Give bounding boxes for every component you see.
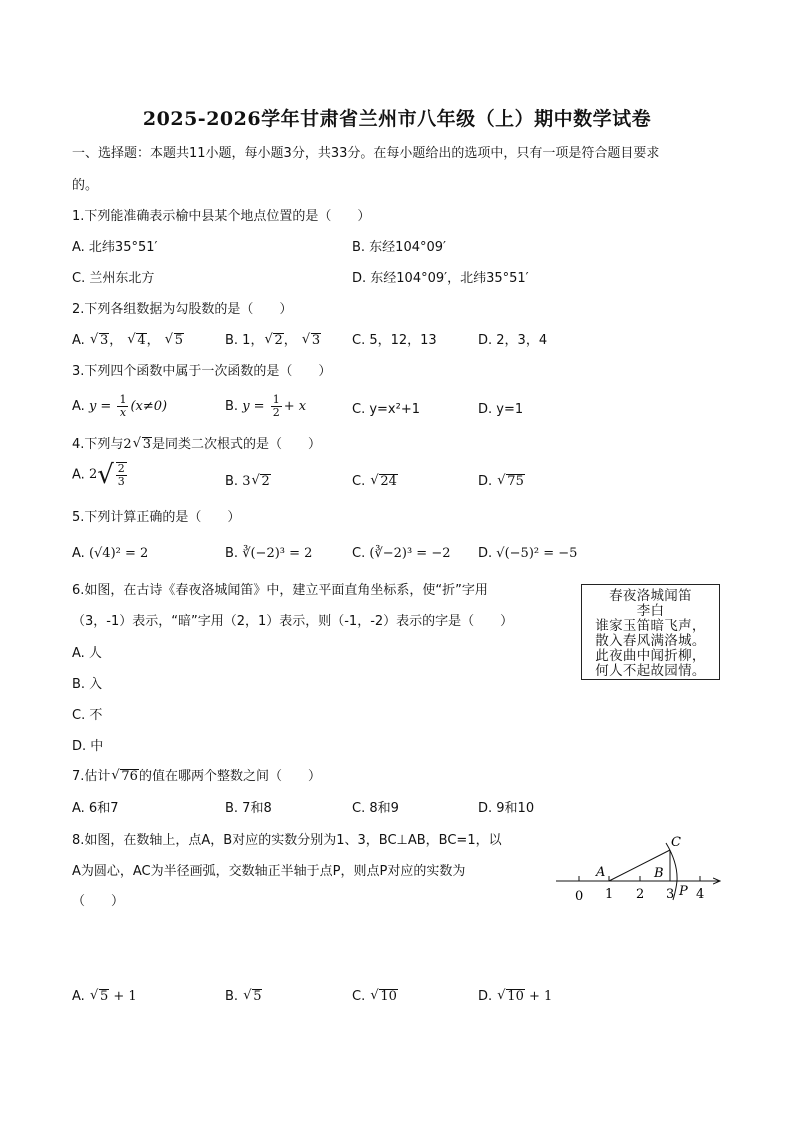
- number-line-figure: [552, 830, 724, 906]
- q8-option-b: B. √ 5: [225, 989, 262, 1005]
- q7-option-b: B. 7和8: [225, 801, 272, 816]
- tick-label: 2: [636, 887, 645, 902]
- q7-stem: 7.估计√ 76的值在哪两个整数之间（ ）: [72, 769, 321, 785]
- poem-title: 春夜洛城闻笛: [609, 588, 692, 604]
- section-instruction-line1: 一、选择题：本题共11小题，每小题3分，共33分。在每小题给出的选项中，只有一项是符合题目要求: [72, 146, 660, 161]
- q3-option-b: B. y = $\frac{1}{2}$ + x: [225, 393, 307, 419]
- page-title: 2025-2026学年甘肃省兰州市八年级（上）期中数学试卷: [142, 108, 652, 130]
- q8-stem-line3: （ ）: [72, 894, 125, 909]
- q7-option-c: C. 8和9: [352, 801, 399, 816]
- point-label-c: C: [671, 835, 681, 850]
- tick-label: 3: [666, 887, 675, 902]
- tick-label: 1: [605, 887, 614, 902]
- q4-stem: 4.下列与2√ 3是同类二次根式的是（ ）: [72, 437, 321, 453]
- poem-line: 何人不起故园情。: [595, 663, 706, 679]
- q5-option-d: D. √(−5)² = −5: [478, 546, 578, 561]
- poem-line: 谁家玉笛暗飞声，: [595, 618, 706, 634]
- q4-option-a: A. 2√ $\frac{2}{3}$: [72, 460, 125, 490]
- q1-option-c: C. 兰州东北方: [72, 271, 155, 286]
- q5-option-a: A. (√4)² = 2: [72, 546, 149, 561]
- q7-option-d: D. 9和10: [478, 801, 535, 816]
- q1-option-a: A. 北纬35°51′: [72, 240, 158, 255]
- q6-stem-line2: （3，-1）表示，“暗”字用（2，1）表示，则（-1，-2）表示的字是（ ）: [72, 614, 514, 629]
- q6-option-a: A. 人: [72, 646, 102, 661]
- q8-option-c: C. √ 10: [352, 989, 398, 1005]
- q2-option-a: A. √ 3， √ 4， √ 5: [72, 333, 184, 349]
- poem-line: 此夜曲中闻折柳，: [595, 648, 706, 664]
- q1-stem: 1.下列能准确表示榆中县某个地点位置的是（ ）: [72, 209, 371, 224]
- q5-option-c: C. (∛−2)³ = −2: [352, 546, 451, 561]
- q3-option-a: A. y = $\frac{1}{x}$ (x≠0): [72, 393, 168, 419]
- q4-option-d: D. √ 75: [478, 474, 525, 490]
- q7-option-a: A. 6和7: [72, 801, 119, 816]
- q3-stem: 3.下列四个函数中属于一次函数的是（ ）: [72, 364, 332, 379]
- q8-stem-line1: 8.如图，在数轴上，点A，B对应的实数分别为1、3，BC⊥AB，BC=1，以: [72, 833, 502, 848]
- q8-option-a: A. √ 5 + 1: [72, 989, 137, 1005]
- q2-stem: 2.下列各组数据为勾股数的是（ ）: [72, 302, 293, 317]
- q6-option-d: D. 中: [72, 739, 104, 754]
- tick-label: 4: [696, 887, 705, 902]
- q5-stem: 5.下列计算正确的是（ ）: [72, 510, 241, 525]
- q5-option-b: B. ∛(−2)³ = 2: [225, 546, 313, 561]
- q8-option-d: D. √ 10 + 1: [478, 989, 552, 1005]
- q4-option-c: C. √ 24: [352, 474, 398, 490]
- point-label-p: P: [679, 884, 688, 899]
- poem-line: 散入春风满洛城。: [595, 633, 706, 649]
- q8-stem-line2: A为圆心，AC为半径画弧，交数轴正半轴于点P，则点P对应的实数为: [72, 864, 466, 879]
- q4-option-b: B. 3√ 2: [225, 474, 271, 490]
- poem-author: 李白: [636, 603, 665, 619]
- q2-option-b: B. 1，√ 2， √ 3: [225, 333, 321, 349]
- point-label-a: A: [596, 865, 606, 880]
- q6-stem-line1: 6.如图，在古诗《春夜洛城闻笛》中，建立平面直角坐标系，使“折”字用: [72, 583, 488, 598]
- q6-option-c: C. 不: [72, 708, 103, 723]
- q3-option-c: C. y=x²+1: [352, 402, 420, 417]
- section-instruction-line2: 的。: [72, 178, 99, 193]
- q1-option-d: D. 东经104°09′，北纬35°51′: [352, 271, 529, 286]
- q1-option-b: B. 东经104°09′: [352, 240, 446, 255]
- tick-label: 0: [575, 889, 584, 904]
- q6-option-b: B. 入: [72, 677, 103, 692]
- q3-option-d: D. y=1: [478, 402, 524, 417]
- poem-box: [581, 584, 720, 680]
- point-label-b: B: [654, 866, 664, 881]
- q2-option-c: C. 5，12，13: [352, 333, 437, 348]
- q2-option-d: D. 2，3，4: [478, 333, 548, 348]
